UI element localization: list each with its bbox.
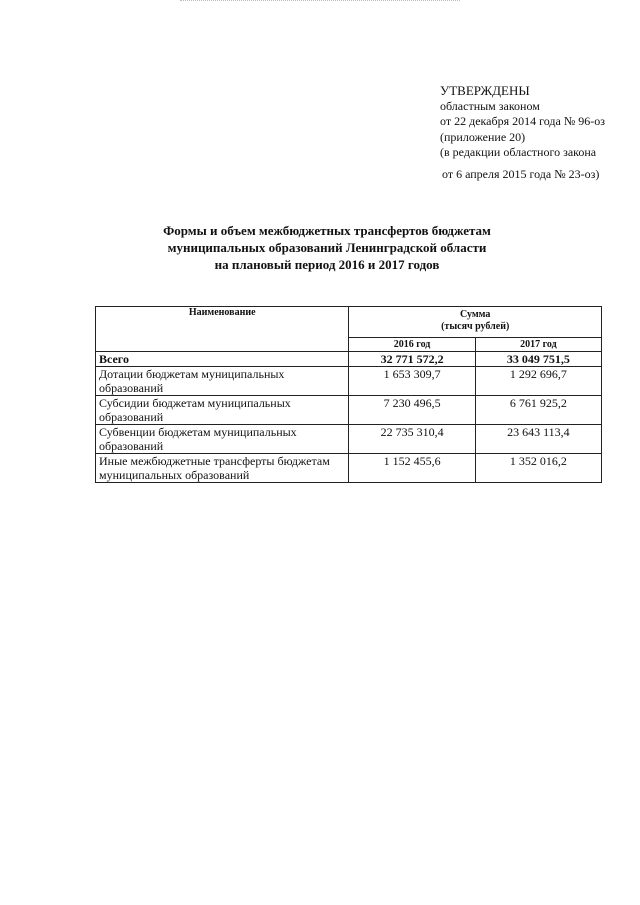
header-sum-title: Сумма: [460, 309, 491, 320]
approval-heading: УТВЕРЖДЕНЫ: [440, 83, 530, 98]
value-2017: 1 292 696,7: [475, 367, 601, 396]
value-2017: 23 643 113,4: [475, 425, 601, 454]
table-row-total: [96, 352, 602, 367]
transfers-table: [95, 306, 602, 483]
approval-line: от 6 апреля 2015 года № 23-оз): [442, 166, 600, 181]
value-2016: 1 653 309,7: [349, 367, 475, 396]
row-label: Всего: [96, 352, 349, 367]
value-2017: 33 049 751,5: [475, 352, 601, 367]
approval-line: (в редакции областного закона: [440, 145, 597, 159]
row-label: Иные межбюджетные трансферты бюджетам муниципальных образований: [96, 454, 349, 483]
row-label: Дотации бюджетам муниципальных образований: [96, 367, 349, 396]
value-2016: 32 771 572,2: [349, 352, 475, 367]
header-sum-unit: (тысяч рублей): [441, 321, 510, 332]
row-label: Субвенции бюджетам муниципальных образований: [96, 425, 349, 454]
header-sum: [349, 307, 602, 338]
title-line: муниципальных образований Ленинградской области: [167, 240, 487, 255]
table-row: [96, 425, 602, 454]
value-2017: 6 761 925,2: [475, 396, 601, 425]
header-year-2017: 2017 год: [475, 338, 601, 352]
value-2016: 1 152 455,6: [349, 454, 475, 483]
approval-line: (приложение 20): [440, 129, 526, 144]
document-title: [0, 222, 640, 273]
value-2016: 22 735 310,4: [349, 425, 475, 454]
table-row: [96, 367, 602, 396]
value-2017: 1 352 016,2: [475, 454, 601, 483]
title-line: Формы и объем межбюджетных трансфертов бюджетам: [163, 223, 491, 238]
scan-artifact: [180, 0, 460, 4]
approval-block: [440, 83, 605, 182]
title-line: на плановый период 2016 и 2017 годов: [214, 257, 440, 272]
value-2016: 7 230 496,5: [349, 396, 475, 425]
header-year-2016: 2016 год: [349, 338, 475, 352]
table-row: [96, 396, 602, 425]
row-label: Субсидии бюджетам муниципальных образований: [96, 396, 349, 425]
table-row: [96, 454, 602, 483]
header-name: Наименование: [96, 307, 349, 352]
approval-line: областным законом: [440, 98, 540, 113]
approval-line: от 22 декабря 2014 года № 96-оз: [440, 114, 606, 128]
